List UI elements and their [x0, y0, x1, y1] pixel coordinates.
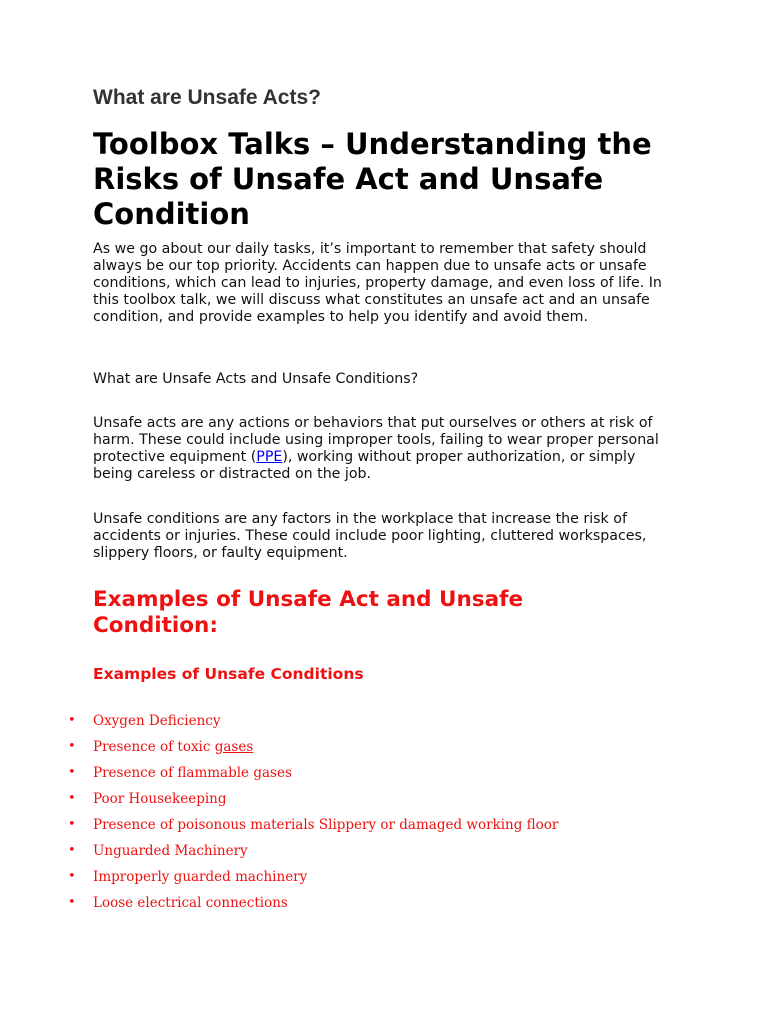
unsafe-acts-text-after: ), working without proper authorization, or simply being careless or distracted on the job.	[93, 449, 636, 482]
bullet-icon: •	[68, 713, 76, 728]
unsafe-acts-paragraph	[93, 415, 673, 483]
intro-paragraph: As we go about our daily tasks, it’s important to remember that safety should always be our top priority. Accidents can happen due to unsafe acts or unsafe conditions, which can lead to injuries, property damage, and even loss of life. In this toolbox talk, we will discuss what constitutes an unsafe act and an unsafe condition, and provide examples to help you identify and avoid them.	[93, 241, 662, 325]
bullet-icon: •	[68, 843, 76, 858]
list-item: • Oxygen Deficiency	[68, 713, 221, 729]
unsafe-conditions-paragraph: Unsafe conditions are any factors in the workplace that increase the risk of accidents or injuries. These could include poor lighting, cluttered workspaces, slippery floors, or faulty equipment.	[93, 511, 647, 561]
bullet-icon: •	[68, 791, 76, 806]
list-item: • Presence of flammable gases	[68, 765, 292, 781]
list-item: • Unguarded Machinery	[68, 843, 248, 859]
page-kicker: What are Unsafe Acts?	[93, 86, 321, 109]
bullet-icon: •	[68, 739, 76, 754]
bullet-icon: •	[68, 869, 76, 884]
list-item: • Presence of poisonous materials Slippery or damaged working floor	[68, 817, 559, 833]
list-item: • Loose electrical connections	[68, 895, 288, 911]
gases-link[interactable]: gases	[214, 739, 254, 755]
bullet-icon: •	[68, 765, 76, 780]
unsafe-conditions-heading: Examples of Unsafe Conditions	[93, 665, 364, 683]
ppe-link[interactable]: PPE	[256, 449, 283, 465]
page-title: Toolbox Talks – Understanding the Risks of Unsafe Act and Unsafe Condition	[93, 127, 652, 231]
question-paragraph: What are Unsafe Acts and Unsafe Conditions?	[93, 371, 419, 387]
examples-heading: Examples of Unsafe Act and Unsafe Condition:	[93, 587, 524, 638]
unsafe-acts-text-before: Unsafe acts are any actions or behaviors that put ourselves or others at risk of harm. These could include using improper tools, failing to wear proper personal protective equipment (	[93, 415, 659, 465]
list-item: • Poor Housekeeping	[68, 791, 227, 807]
list-item: • Improperly guarded machinery	[68, 869, 308, 885]
bullet-icon: •	[68, 817, 76, 832]
list-item: • Presence of toxic gases	[68, 739, 254, 755]
bullet-icon: •	[68, 895, 76, 910]
